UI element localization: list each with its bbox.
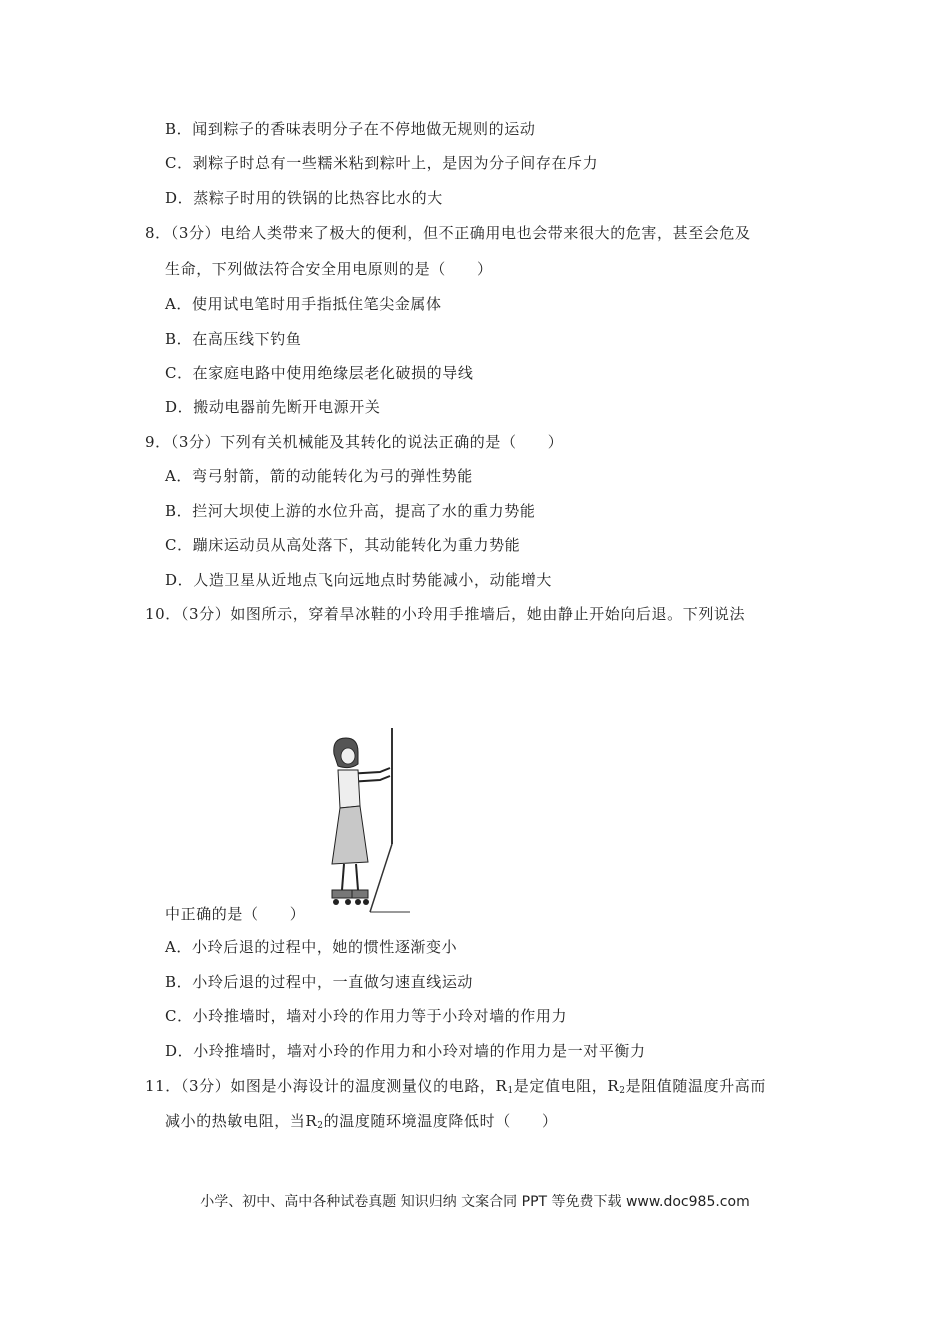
q10-option-b: B．小玲后退的过程中，一直做匀速直线运动 (165, 973, 474, 991)
q8-stem-line2: 生命，下列做法符合安全用电原则的是（ ） (165, 260, 493, 278)
q11-stem-line2 (165, 1111, 558, 1136)
q8-option-a: A．使用试电笔时用手指抵住笔尖金属体 (165, 295, 442, 313)
q11-stem1-part-c: 是阻值随温度升高而 (625, 1077, 766, 1095)
q7-option-c: C．剥粽子时总有一些糯米粘到粽叶上，是因为分子间存在斥力 (165, 154, 599, 172)
q10-stem-line2: 中正确的是（ ） (165, 905, 306, 923)
r2-subscript-second: 2 (317, 1121, 324, 1131)
q8-stem-line1: 8．（3分）电给人类带来了极大的便利，但不正确用电也会带来很大的危害，甚至会危及 (145, 224, 751, 242)
r2-subscript: 2 (619, 1086, 626, 1096)
q8-option-b: B．在高压线下钓鱼 (165, 330, 302, 348)
q11-stem2-part-a: 减小的热敏电阻，当R (165, 1112, 318, 1130)
q10-stem-line1: 10．（3分）如图所示，穿着旱冰鞋的小玲用手推墙后，她由静止开始向后退。下列说法 (145, 605, 746, 623)
q7-option-d: D．蒸粽子时用的铁锅的比热容比水的大 (165, 189, 443, 207)
q10-option-a: A．小玲后退的过程中，她的惯性逐渐变小 (165, 938, 458, 956)
q11-stem-line1 (145, 1076, 766, 1101)
r1-subscript: 1 (507, 1086, 514, 1096)
q11-stem2-part-b: 的温度随环境温度降低时（ ） (323, 1112, 558, 1130)
q9-stem: 9．（3分）下列有关机械能及其转化的说法正确的是（ ） (145, 433, 564, 451)
q9-option-a: A．弯弓射箭，箭的动能转化为弓的弹性势能 (165, 467, 473, 485)
q8-option-c: C．在家庭电路中使用绝缘层老化破损的导线 (165, 364, 474, 382)
skater-pushing-wall-figure (318, 726, 416, 918)
q7-option-b: B．闻到粽子的香味表明分子在不停地做无规则的运动 (165, 120, 536, 138)
q11-stem1-part-a: 11．（3分）如图是小海设计的温度测量仪的电路，R (145, 1077, 508, 1095)
q9-option-d: D．人造卫星从近地点飞向远地点时势能减小，动能增大 (165, 571, 553, 589)
page-footer: 小学、初中、高中各种试卷真题 知识归纳 文案合同 PPT 等免费下载 www.doc985.com (200, 1194, 750, 1210)
q8-option-d: D．搬动电器前先断开电源开关 (165, 398, 381, 416)
q9-option-c: C．蹦床运动员从高处落下，其动能转化为重力势能 (165, 536, 521, 554)
q11-stem1-part-b: 是定值电阻，R (513, 1077, 620, 1095)
q10-option-c: C．小玲推墙时，墙对小玲的作用力等于小玲对墙的作用力 (165, 1007, 568, 1025)
q9-option-b: B．拦河大坝使上游的水位升高，提高了水的重力势能 (165, 502, 536, 520)
q10-option-d: D．小玲推墙时，墙对小玲的作用力和小玲对墙的作用力是一对平衡力 (165, 1042, 646, 1060)
